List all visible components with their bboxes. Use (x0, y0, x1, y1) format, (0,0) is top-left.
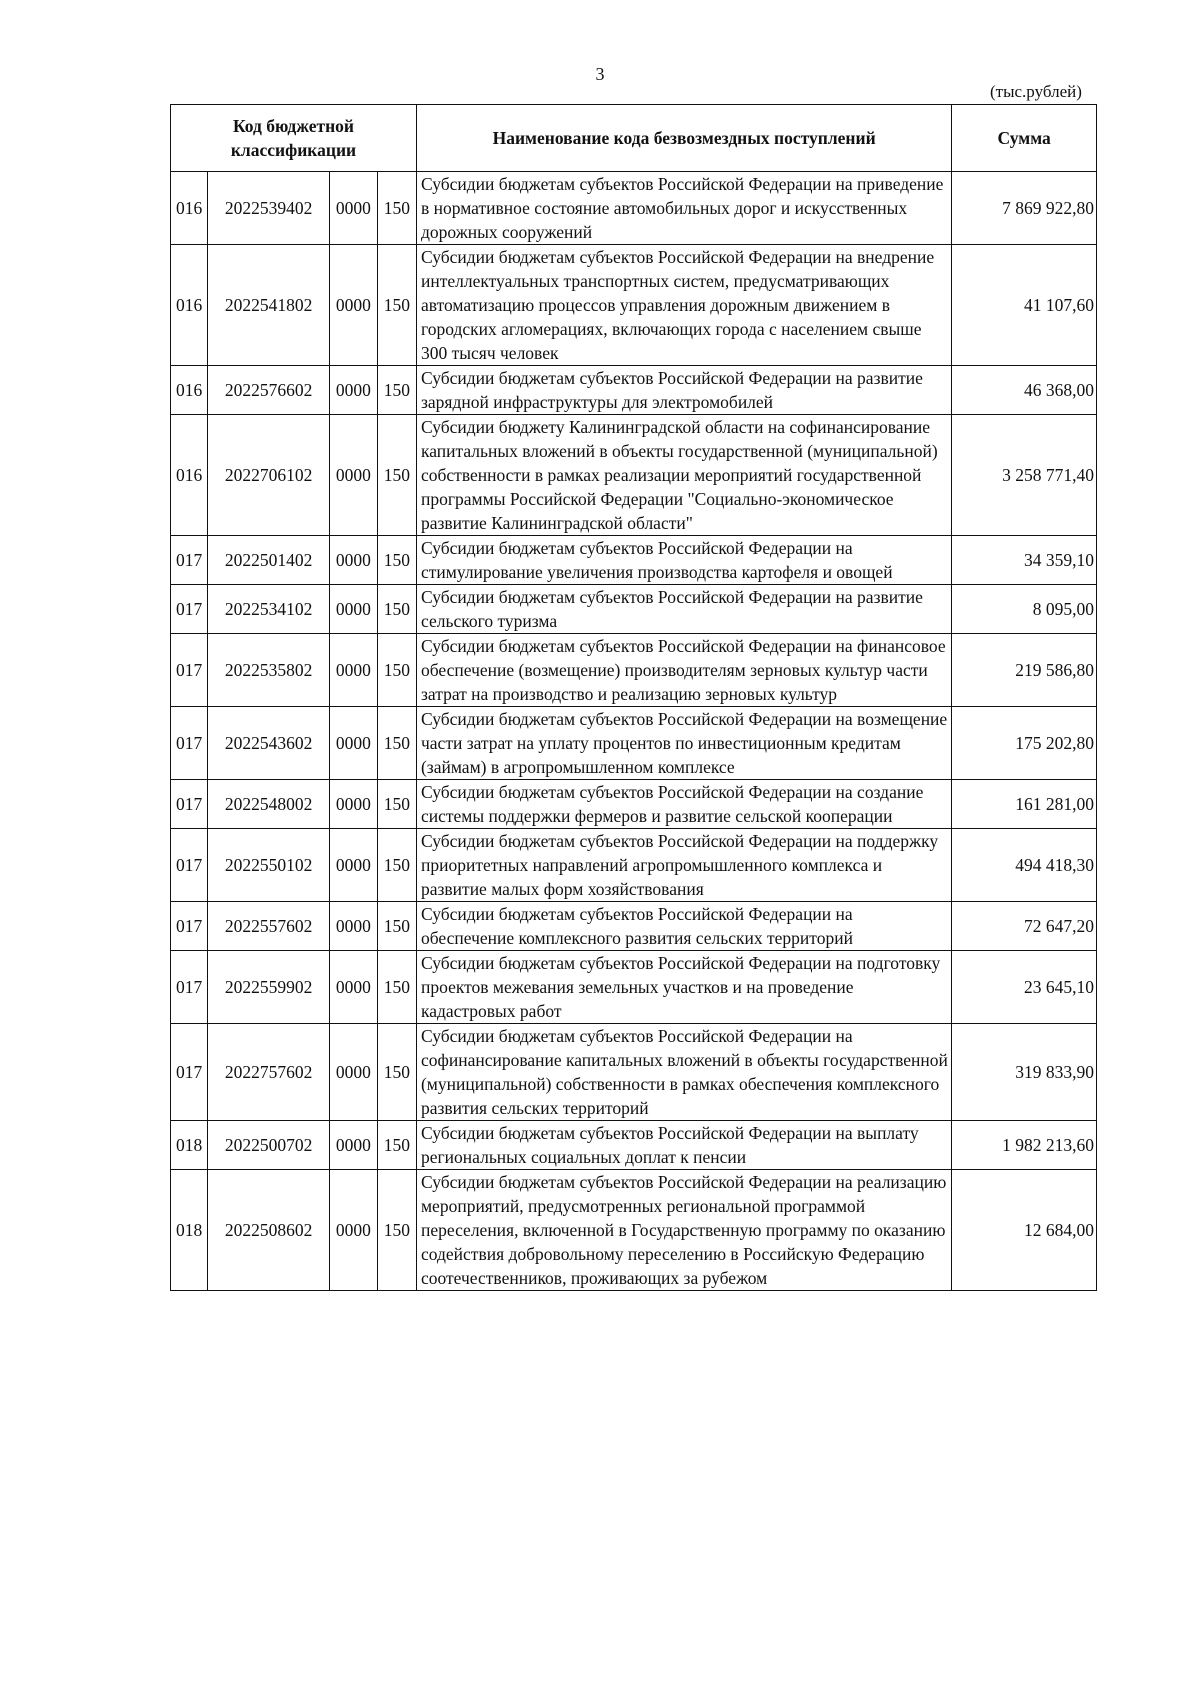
header-code: Код бюджетной классификации (171, 105, 417, 172)
table-row (171, 1121, 1097, 1170)
revenue-code-cell: 2022543602 (208, 707, 330, 780)
program-code-cell: 0000 (330, 536, 378, 585)
table-row (171, 1170, 1097, 1291)
table-row (171, 829, 1097, 902)
kind-code-cell: 150 (377, 780, 416, 829)
amount-cell: 1 982 213,60 (952, 1121, 1097, 1170)
admin-code-cell: 017 (171, 829, 208, 902)
admin-code-cell: 016 (171, 366, 208, 415)
revenue-code-cell: 2022501402 (208, 536, 330, 585)
table-row (171, 172, 1097, 245)
program-code-cell: 0000 (330, 366, 378, 415)
table-row (171, 1024, 1097, 1121)
program-code-cell: 0000 (330, 634, 378, 707)
amount-cell: 7 869 922,80 (952, 172, 1097, 245)
program-code-cell: 0000 (330, 172, 378, 245)
header-name: Наименование кода безвозмездных поступлений (416, 105, 951, 172)
table-row (171, 536, 1097, 585)
kind-code-cell: 150 (377, 415, 416, 536)
admin-code-cell: 016 (171, 245, 208, 366)
admin-code-cell: 018 (171, 1170, 208, 1291)
amount-cell: 23 645,10 (952, 951, 1097, 1024)
table-row (171, 585, 1097, 634)
kind-code-cell: 150 (377, 366, 416, 415)
table-row (171, 634, 1097, 707)
kind-code-cell: 150 (377, 902, 416, 951)
revenue-name-cell: Субсидии бюджету Калининградской области на софинансирование капитальных вложений в объекты государственной (муниципальной) собственности в рамках реализации мероприятий государственной программы Российской Федерации "Социально-экономическое развитие Калининградской области" (416, 415, 951, 536)
budget-table (170, 104, 1097, 1291)
revenue-name-cell: Субсидии бюджетам субъектов Российской Федерации на реализацию мероприятий, предусмотренных региональной программой переселения, включенной в Государственную программу по оказанию содействия добровольному переселению в Российскую Федерацию соотечественников, проживающих за рубежом (416, 1170, 951, 1291)
revenue-code-cell: 2022539402 (208, 172, 330, 245)
admin-code-cell: 017 (171, 951, 208, 1024)
revenue-name-cell: Субсидии бюджетам субъектов Российской Федерации на обеспечение комплексного развития сельских территорий (416, 902, 951, 951)
kind-code-cell: 150 (377, 1170, 416, 1291)
admin-code-cell: 017 (171, 634, 208, 707)
admin-code-cell: 017 (171, 902, 208, 951)
program-code-cell: 0000 (330, 902, 378, 951)
revenue-name-cell: Субсидии бюджетам субъектов Российской Федерации на развитие сельского туризма (416, 585, 951, 634)
admin-code-cell: 016 (171, 415, 208, 536)
admin-code-cell: 017 (171, 780, 208, 829)
revenue-name-cell: Субсидии бюджетам субъектов Российской Федерации на создание системы поддержки фермеров и развитие сельской кооперации (416, 780, 951, 829)
kind-code-cell: 150 (377, 634, 416, 707)
amount-cell: 219 586,80 (952, 634, 1097, 707)
amount-cell: 3 258 771,40 (952, 415, 1097, 536)
revenue-code-cell: 2022706102 (208, 415, 330, 536)
amount-cell: 34 359,10 (952, 536, 1097, 585)
admin-code-cell: 017 (171, 707, 208, 780)
revenue-code-cell: 2022534102 (208, 585, 330, 634)
revenue-code-cell: 2022576602 (208, 366, 330, 415)
table-row (171, 415, 1097, 536)
page-number: 3 (595, 64, 605, 84)
amount-cell: 8 095,00 (952, 585, 1097, 634)
table-header-row (171, 105, 1097, 172)
revenue-code-cell: 2022548002 (208, 780, 330, 829)
table-row (171, 366, 1097, 415)
revenue-name-cell: Субсидии бюджетам субъектов Российской Федерации на подготовку проектов межевания земельных участков и на проведение кадастровых работ (416, 951, 951, 1024)
amount-cell: 46 368,00 (952, 366, 1097, 415)
revenue-name-cell: Субсидии бюджетам субъектов Российской Федерации на выплату региональных социальных доплат к пенсии (416, 1121, 951, 1170)
kind-code-cell: 150 (377, 1121, 416, 1170)
kind-code-cell: 150 (377, 245, 416, 366)
table-row (171, 951, 1097, 1024)
amount-cell: 161 281,00 (952, 780, 1097, 829)
program-code-cell: 0000 (330, 415, 378, 536)
amount-cell: 175 202,80 (952, 707, 1097, 780)
amount-cell: 12 684,00 (952, 1170, 1097, 1291)
program-code-cell: 0000 (330, 585, 378, 634)
amount-cell: 319 833,90 (952, 1024, 1097, 1121)
revenue-code-cell: 2022541802 (208, 245, 330, 366)
kind-code-cell: 150 (377, 172, 416, 245)
admin-code-cell: 017 (171, 536, 208, 585)
kind-code-cell: 150 (377, 585, 416, 634)
revenue-code-cell: 2022559902 (208, 951, 330, 1024)
admin-code-cell: 018 (171, 1121, 208, 1170)
table-row (171, 780, 1097, 829)
header-sum: Сумма (952, 105, 1097, 172)
admin-code-cell: 017 (171, 585, 208, 634)
revenue-code-cell: 2022535802 (208, 634, 330, 707)
program-code-cell: 0000 (330, 951, 378, 1024)
amount-cell: 72 647,20 (952, 902, 1097, 951)
table-row (171, 902, 1097, 951)
revenue-code-cell: 2022757602 (208, 1024, 330, 1121)
revenue-name-cell: Субсидии бюджетам субъектов Российской Федерации на возмещение части затрат на уплату процентов по инвестиционным кредитам (займам) в агропромышленном комплексе (416, 707, 951, 780)
revenue-name-cell: Субсидии бюджетам субъектов Российской Федерации на софинансирование капитальных вложений в объекты государственной (муниципальной) собственности в рамках обеспечения комплексного развития сельских территорий (416, 1024, 951, 1121)
revenue-code-cell: 2022508602 (208, 1170, 330, 1291)
kind-code-cell: 150 (377, 951, 416, 1024)
table-row (171, 245, 1097, 366)
admin-code-cell: 017 (171, 1024, 208, 1121)
kind-code-cell: 150 (377, 536, 416, 585)
program-code-cell: 0000 (330, 707, 378, 780)
admin-code-cell: 016 (171, 172, 208, 245)
revenue-name-cell: Субсидии бюджетам субъектов Российской Федерации на приведение в нормативное состояние автомобильных дорог и искусственных дорожных сооружений (416, 172, 951, 245)
revenue-name-cell: Субсидии бюджетам субъектов Российской Федерации на стимулирование увеличения производства картофеля и овощей (416, 536, 951, 585)
kind-code-cell: 150 (377, 1024, 416, 1121)
revenue-name-cell: Субсидии бюджетам субъектов Российской Федерации на внедрение интеллектуальных транспортных систем, предусматривающих автоматизацию процессов управления дорожным движением в городских агломерациях, включающих города с населением свыше 300 тысяч человек (416, 245, 951, 366)
kind-code-cell: 150 (377, 829, 416, 902)
program-code-cell: 0000 (330, 245, 378, 366)
program-code-cell: 0000 (330, 1024, 378, 1121)
table-row (171, 707, 1097, 780)
unit-label: (тыс.рублей) (990, 82, 1082, 101)
revenue-code-cell: 2022500702 (208, 1121, 330, 1170)
revenue-code-cell: 2022557602 (208, 902, 330, 951)
program-code-cell: 0000 (330, 829, 378, 902)
program-code-cell: 0000 (330, 1170, 378, 1291)
program-code-cell: 0000 (330, 1121, 378, 1170)
revenue-name-cell: Субсидии бюджетам субъектов Российской Федерации на поддержку приоритетных направлений агропромышленного комплекса и развитие малых форм хозяйствования (416, 829, 951, 902)
program-code-cell: 0000 (330, 780, 378, 829)
kind-code-cell: 150 (377, 707, 416, 780)
revenue-name-cell: Субсидии бюджетам субъектов Российской Федерации на развитие зарядной инфраструктуры для электромобилей (416, 366, 951, 415)
revenue-code-cell: 2022550102 (208, 829, 330, 902)
revenue-name-cell: Субсидии бюджетам субъектов Российской Федерации на финансовое обеспечение (возмещение) производителям зерновых культур части затрат на производство и реализацию зерновых культур (416, 634, 951, 707)
amount-cell: 494 418,30 (952, 829, 1097, 902)
amount-cell: 41 107,60 (952, 245, 1097, 366)
